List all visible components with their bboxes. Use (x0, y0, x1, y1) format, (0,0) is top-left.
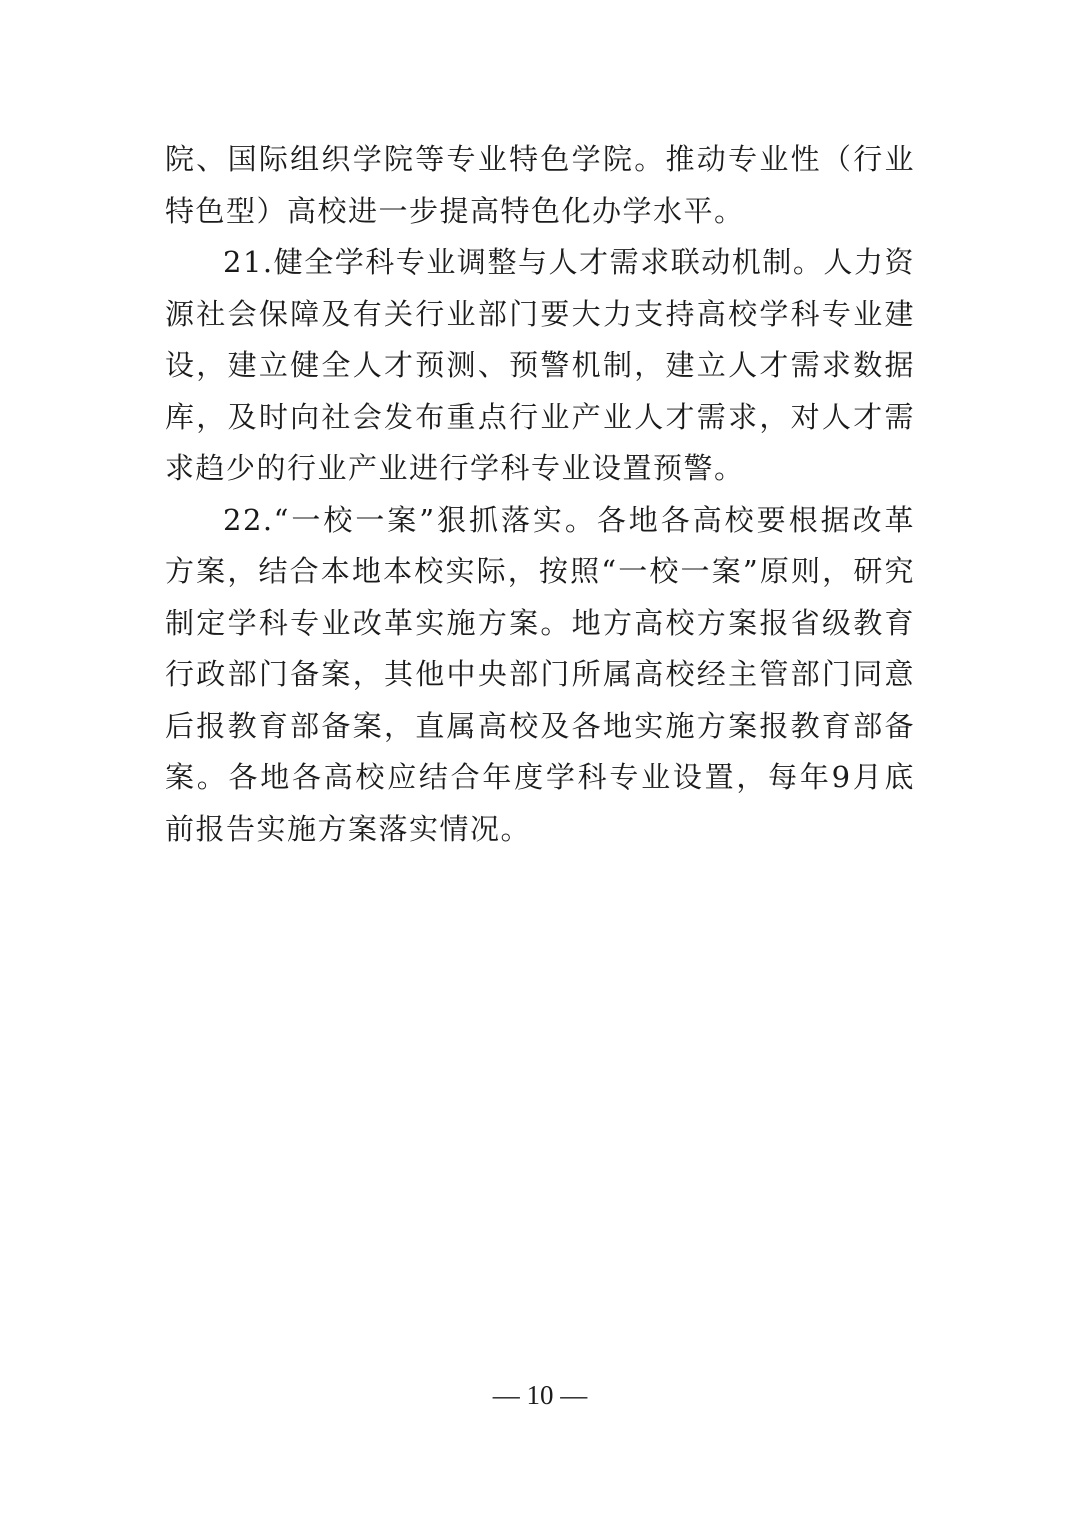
page-number: — 10 — (492, 1380, 588, 1410)
body-text (165, 134, 915, 855)
paragraph-continuation: 院、国际组织学院等专业特色学院。推动专业性（行业特色型）高校进一步提高特色化办学水平。 (165, 142, 915, 228)
paragraph-item-21: 21.健全学科专业调整与人才需求联动机制。人力资源社会保障及有关行业部门要大力支持高校学科专业建设，建立健全人才预测、预警机制，建立人才需求数据库，及时向社会发布重点行业产业人才需求，对人才需求趋少的行业产业进行学科专业设置预警。 (165, 245, 915, 485)
paragraph-item-22: 22.“一校一案”狠抓落实。各地各高校要根据改革方案，结合本地本校实际，按照“一校一案”原则，研究制定学科专业改革实施方案。地方高校方案报省级教育行政部门备案，其他中央部门所属高校经主管部门同意后报教育部备案，直属高校及各地实施方案报教育部备案。各地各高校应结合年度学科专业设置，每年9月底前报告实施方案落实情况。 (165, 502, 915, 846)
